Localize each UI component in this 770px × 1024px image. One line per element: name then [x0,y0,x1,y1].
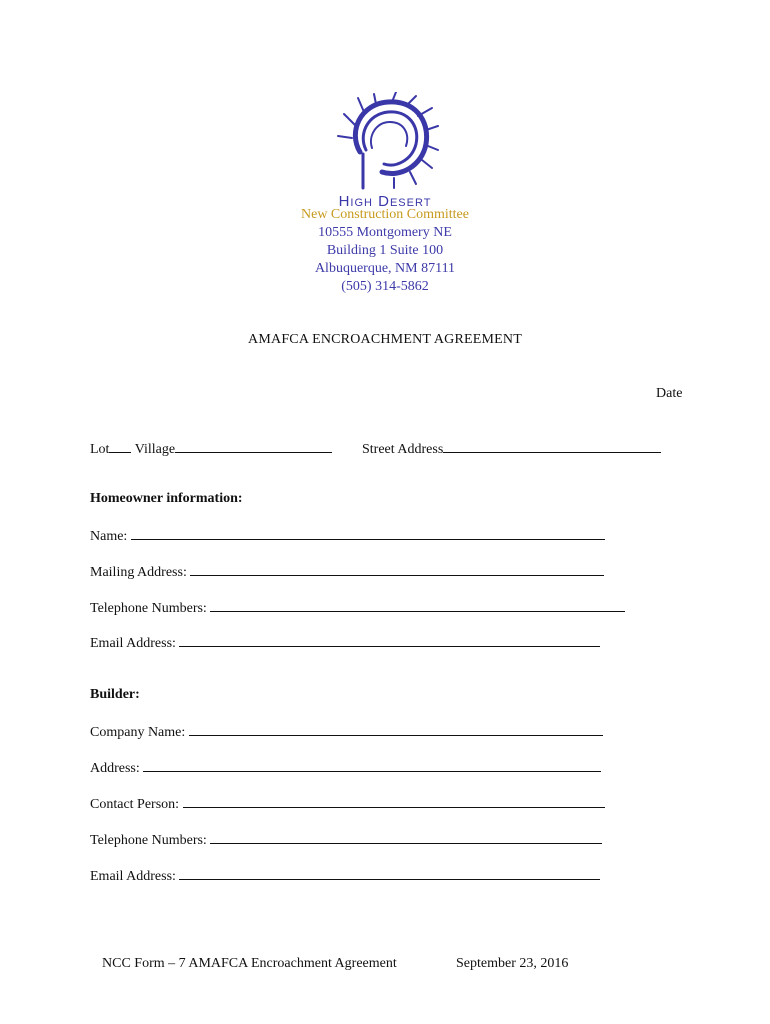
builder-email-label: Email Address: [90,869,176,884]
builder-email-row [90,867,600,885]
footer-form-name: NCC Form – 7 AMAFCA Encroachment Agreement [102,956,397,971]
address-line-2: Building 1 Suite 100 [326,243,444,258]
builder-heading: Builder: [90,687,140,702]
address-line-1: 10555 Montgomery NE [318,225,452,240]
builder-telephone-field[interactable] [210,831,602,844]
builder-address-label: Address: [90,761,140,776]
homeowner-name-field[interactable] [131,527,605,540]
homeowner-mailing-label: Mailing Address: [90,565,187,580]
homeowner-email-field[interactable] [179,634,600,647]
homeowner-telephone-field[interactable] [210,599,625,612]
swirl-logo-icon [330,92,440,192]
builder-email-field[interactable] [179,867,600,880]
builder-company-field[interactable] [189,723,603,736]
street-address-label: Street Address [362,442,444,457]
organization-name: High Desert [338,193,432,210]
lot-label: Lot [90,442,110,457]
builder-contact-row [90,795,605,813]
street-address-field[interactable] [443,440,661,453]
date-label: Date [656,386,683,401]
village-field[interactable] [175,440,332,453]
homeowner-telephone-row [90,599,625,617]
address-line-3: Albuquerque, NM 87111 [314,261,456,276]
lot-field[interactable] [109,440,131,453]
homeowner-mailing-row [90,563,604,581]
homeowner-heading: Homeowner information: [90,491,243,506]
builder-telephone-row [90,831,602,849]
village-label: Village [134,442,176,457]
lot-village-row [90,440,332,458]
committee-name: New Construction Committee [301,207,469,222]
builder-address-field[interactable] [143,759,601,772]
builder-company-label: Company Name: [90,725,186,740]
builder-contact-field[interactable] [183,795,605,808]
footer-date: September 23, 2016 [456,956,569,971]
high-desert-logo [330,92,440,192]
builder-company-row [90,723,603,741]
homeowner-name-row [90,527,605,545]
address-block [0,206,770,296]
street-address-row [362,440,661,458]
homeowner-name-label: Name: [90,529,128,544]
homeowner-email-label: Email Address: [90,636,176,651]
document-title: AMAFCA ENCROACHMENT AGREEMENT [248,332,522,347]
phone-number: (505) 314-5862 [341,279,429,294]
builder-contact-label: Contact Person: [90,797,180,812]
homeowner-telephone-label: Telephone Numbers: [90,601,207,616]
homeowner-mailing-field[interactable] [190,563,604,576]
homeowner-email-row [90,634,600,652]
builder-address-row [90,759,601,777]
builder-telephone-label: Telephone Numbers: [90,833,207,848]
